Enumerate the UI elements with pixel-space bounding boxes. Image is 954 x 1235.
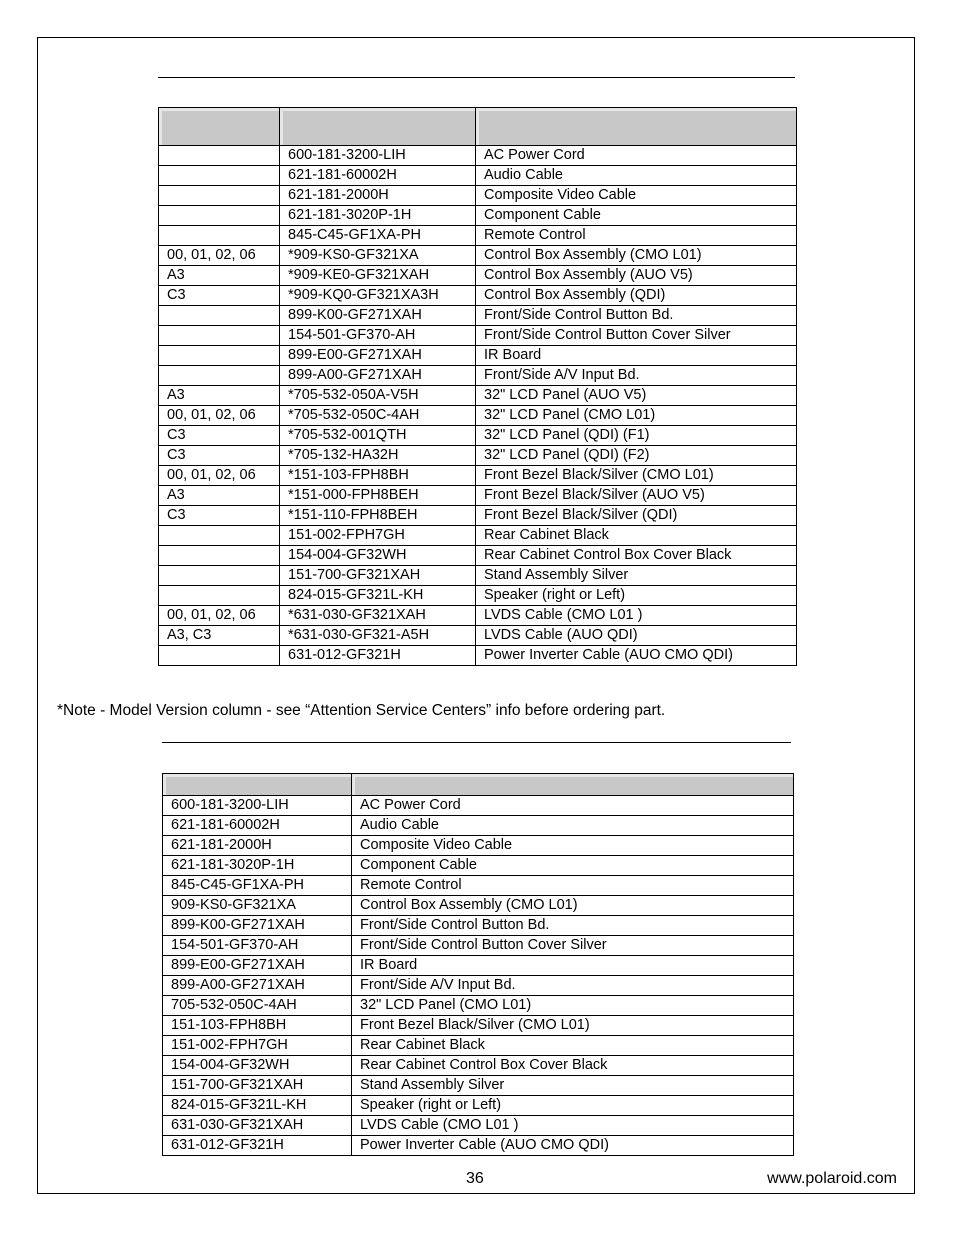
table-cell: 32" LCD Panel (QDI) (F1) xyxy=(476,426,797,446)
table-row xyxy=(159,286,797,306)
table-row xyxy=(163,916,794,936)
table-cell: *909-KS0-GF321XA xyxy=(280,246,476,266)
table-row xyxy=(159,226,797,246)
table-cell xyxy=(159,546,280,566)
section-rule-middle xyxy=(162,742,791,743)
model-version-note: *Note - Model Version column - see “Attention Service Centers” info before ordering part. xyxy=(57,702,666,719)
table-row xyxy=(159,586,797,606)
table-cell: 631-030-GF321XAH xyxy=(163,1116,352,1136)
table-cell: Remote Control xyxy=(352,876,794,896)
table-cell: *705-532-001QTH xyxy=(280,426,476,446)
table-cell: 899-E00-GF271XAH xyxy=(163,956,352,976)
table-cell: Power Inverter Cable (AUO CMO QDI) xyxy=(352,1136,794,1156)
table-cell: 600-181-3200-LIH xyxy=(163,796,352,816)
table-header-cell xyxy=(163,774,352,796)
table-cell: 899-E00-GF271XAH xyxy=(280,346,476,366)
table-row xyxy=(159,206,797,226)
table-cell xyxy=(159,146,280,166)
table-cell: *151-103-FPH8BH xyxy=(280,466,476,486)
table-cell xyxy=(159,566,280,586)
table-cell xyxy=(159,226,280,246)
table-cell: 154-004-GF32WH xyxy=(163,1056,352,1076)
table-cell: 845-C45-GF1XA-PH xyxy=(280,226,476,246)
table-row xyxy=(159,486,797,506)
table-cell: 899-A00-GF271XAH xyxy=(280,366,476,386)
table-cell: 00, 01, 02, 06 xyxy=(159,406,280,426)
table-cell: *151-110-FPH8BEH xyxy=(280,506,476,526)
table-cell: C3 xyxy=(159,506,280,526)
table-cell xyxy=(159,526,280,546)
table-cell: IR Board xyxy=(476,346,797,366)
table-cell: Control Box Assembly (CMO L01) xyxy=(352,896,794,916)
table-row xyxy=(159,346,797,366)
table-cell xyxy=(159,186,280,206)
table-cell: Front Bezel Black/Silver (CMO L01) xyxy=(352,1016,794,1036)
table-cell: 154-004-GF32WH xyxy=(280,546,476,566)
table-row xyxy=(159,146,797,166)
table-row xyxy=(163,1096,794,1116)
table-row xyxy=(159,606,797,626)
table-cell: Control Box Assembly (AUO V5) xyxy=(476,266,797,286)
table-cell xyxy=(159,166,280,186)
table-cell: 824-015-GF321L-KH xyxy=(163,1096,352,1116)
table-cell: Front Bezel Black/Silver (AUO V5) xyxy=(476,486,797,506)
table-cell: Remote Control xyxy=(476,226,797,246)
table-cell: *631-030-GF321XAH xyxy=(280,606,476,626)
table-cell: C3 xyxy=(159,426,280,446)
table-header-cell xyxy=(280,108,476,146)
table-row xyxy=(159,526,797,546)
table-cell: LVDS Cable (CMO L01 ) xyxy=(476,606,797,626)
table-row xyxy=(159,546,797,566)
table-cell: *705-532-050A-V5H xyxy=(280,386,476,406)
table-cell: *151-000-FPH8BEH xyxy=(280,486,476,506)
table-row xyxy=(163,996,794,1016)
website-url[interactable]: www.polaroid.com xyxy=(767,1170,897,1187)
table-cell: IR Board xyxy=(352,956,794,976)
page-number: 36 xyxy=(466,1170,484,1187)
table-cell: Rear Cabinet Control Box Cover Black xyxy=(476,546,797,566)
table-cell: Component Cable xyxy=(352,856,794,876)
table-cell: Speaker (right or Left) xyxy=(352,1096,794,1116)
table-row xyxy=(159,646,797,666)
table-row xyxy=(159,386,797,406)
table-cell: Composite Video Cable xyxy=(352,836,794,856)
table-cell: 32" LCD Panel (AUO V5) xyxy=(476,386,797,406)
table-cell: Front/Side A/V Input Bd. xyxy=(476,366,797,386)
table-cell: Composite Video Cable xyxy=(476,186,797,206)
table-header-row xyxy=(163,774,794,796)
table-cell: AC Power Cord xyxy=(352,796,794,816)
table-row xyxy=(159,366,797,386)
table-cell: LVDS Cable (CMO L01 ) xyxy=(352,1116,794,1136)
table-cell: 899-K00-GF271XAH xyxy=(280,306,476,326)
table-cell: A3 xyxy=(159,386,280,406)
table-header-cell xyxy=(352,774,794,796)
table-cell: Front Bezel Black/Silver (QDI) xyxy=(476,506,797,526)
table-cell: 151-002-FPH7GH xyxy=(163,1036,352,1056)
table-cell: 00, 01, 02, 06 xyxy=(159,246,280,266)
table-row xyxy=(159,306,797,326)
table-cell: C3 xyxy=(159,446,280,466)
table-cell: 154-501-GF370-AH xyxy=(280,326,476,346)
table-cell: 621-181-2000H xyxy=(163,836,352,856)
table-cell: 154-501-GF370-AH xyxy=(163,936,352,956)
table-row xyxy=(159,406,797,426)
table-cell: 151-002-FPH7GH xyxy=(280,526,476,546)
table-row xyxy=(163,1076,794,1096)
table-row xyxy=(159,506,797,526)
table-cell: A3 xyxy=(159,486,280,506)
table-row xyxy=(159,326,797,346)
table-cell xyxy=(159,586,280,606)
table-cell: A3, C3 xyxy=(159,626,280,646)
table-cell xyxy=(159,346,280,366)
table-cell: 621-181-3020P-1H xyxy=(163,856,352,876)
table-cell: 899-A00-GF271XAH xyxy=(163,976,352,996)
table-cell: 32" LCD Panel (CMO L01) xyxy=(352,996,794,1016)
parts-table-common xyxy=(162,773,794,1156)
table-cell xyxy=(159,646,280,666)
table-row xyxy=(159,566,797,586)
table-row xyxy=(163,896,794,916)
table-cell: Stand Assembly Silver xyxy=(352,1076,794,1096)
table-row xyxy=(159,426,797,446)
table-cell: 32" LCD Panel (CMO L01) xyxy=(476,406,797,426)
table-cell: 621-181-2000H xyxy=(280,186,476,206)
table-header-cell xyxy=(159,108,280,146)
table-cell: 621-181-3020P-1H xyxy=(280,206,476,226)
table-cell: 151-103-FPH8BH xyxy=(163,1016,352,1036)
table-cell: 845-C45-GF1XA-PH xyxy=(163,876,352,896)
table-header-cell xyxy=(476,108,797,146)
table-cell: 631-012-GF321H xyxy=(280,646,476,666)
section-rule-top xyxy=(158,77,795,78)
table-row xyxy=(163,1136,794,1156)
table-cell: *631-030-GF321-A5H xyxy=(280,626,476,646)
table-row xyxy=(159,246,797,266)
table-cell: A3 xyxy=(159,266,280,286)
table-cell: Front/Side Control Button Bd. xyxy=(352,916,794,936)
table-row xyxy=(163,956,794,976)
table-cell: 621-181-60002H xyxy=(163,816,352,836)
table-cell: Component Cable xyxy=(476,206,797,226)
table-cell: 00, 01, 02, 06 xyxy=(159,466,280,486)
table-cell: Control Box Assembly (QDI) xyxy=(476,286,797,306)
table-cell: Front/Side A/V Input Bd. xyxy=(352,976,794,996)
table-cell: Speaker (right or Left) xyxy=(476,586,797,606)
table-cell: 631-012-GF321H xyxy=(163,1136,352,1156)
table-cell: Front Bezel Black/Silver (CMO L01) xyxy=(476,466,797,486)
table-cell xyxy=(159,326,280,346)
table-cell: 824-015-GF321L-KH xyxy=(280,586,476,606)
table-cell: Audio Cable xyxy=(352,816,794,836)
table-cell: 705-532-050C-4AH xyxy=(163,996,352,1016)
table-cell: 00, 01, 02, 06 xyxy=(159,606,280,626)
table-row xyxy=(159,266,797,286)
table-row xyxy=(163,856,794,876)
table-row xyxy=(159,186,797,206)
table-cell: Control Box Assembly (CMO L01) xyxy=(476,246,797,266)
table-row xyxy=(163,1036,794,1056)
table-cell: 899-K00-GF271XAH xyxy=(163,916,352,936)
table-row xyxy=(163,836,794,856)
table-row xyxy=(163,816,794,836)
table-cell xyxy=(159,306,280,326)
table-row xyxy=(163,936,794,956)
table-row xyxy=(163,796,794,816)
table-cell: *909-KQ0-GF321XA3H xyxy=(280,286,476,306)
table-header-row xyxy=(159,108,797,146)
parts-table-model-versions xyxy=(158,107,797,666)
table-row xyxy=(159,446,797,466)
table-row xyxy=(163,1056,794,1076)
table-cell: LVDS Cable (AUO QDI) xyxy=(476,626,797,646)
table-cell: *909-KE0-GF321XAH xyxy=(280,266,476,286)
table-cell: 909-KS0-GF321XA xyxy=(163,896,352,916)
table-cell: Stand Assembly Silver xyxy=(476,566,797,586)
table-cell: 151-700-GF321XAH xyxy=(163,1076,352,1096)
table-cell: Rear Cabinet Black xyxy=(476,526,797,546)
table-cell: C3 xyxy=(159,286,280,306)
table-cell: *705-532-050C-4AH xyxy=(280,406,476,426)
table-row xyxy=(163,1116,794,1136)
table-row xyxy=(163,1016,794,1036)
table-cell xyxy=(159,366,280,386)
table-cell: Rear Cabinet Black xyxy=(352,1036,794,1056)
table-cell: Front/Side Control Button Cover Silver xyxy=(476,326,797,346)
table-cell: AC Power Cord xyxy=(476,146,797,166)
table-cell: 621-181-60002H xyxy=(280,166,476,186)
table-cell: *705-132-HA32H xyxy=(280,446,476,466)
table-cell: 600-181-3200-LIH xyxy=(280,146,476,166)
table-cell xyxy=(159,206,280,226)
table-cell: 151-700-GF321XAH xyxy=(280,566,476,586)
table-cell: Audio Cable xyxy=(476,166,797,186)
table-row xyxy=(159,166,797,186)
table-row xyxy=(159,466,797,486)
table-cell: 32" LCD Panel (QDI) (F2) xyxy=(476,446,797,466)
table-cell: Front/Side Control Button Bd. xyxy=(476,306,797,326)
table-cell: Power Inverter Cable (AUO CMO QDI) xyxy=(476,646,797,666)
table-row xyxy=(159,626,797,646)
table-cell: Front/Side Control Button Cover Silver xyxy=(352,936,794,956)
table-cell: Rear Cabinet Control Box Cover Black xyxy=(352,1056,794,1076)
table-row xyxy=(163,976,794,996)
table-row xyxy=(163,876,794,896)
